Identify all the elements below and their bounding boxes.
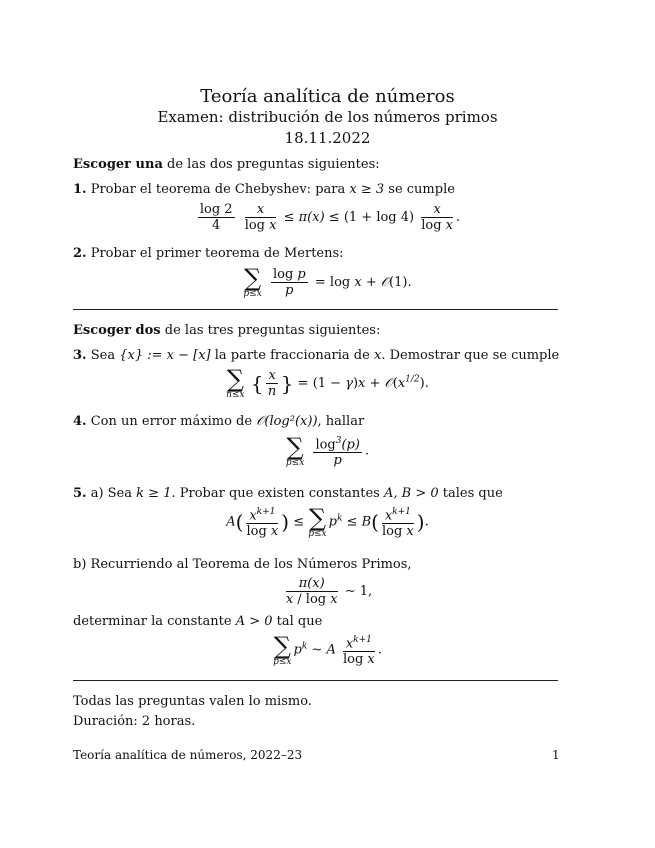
q1-number: 1. [73, 182, 87, 197]
q4-error: 𝒪(log²(x)) [256, 414, 318, 429]
section2-instruction [73, 322, 573, 340]
q4-formula: ∑ p≤x $\frac{\log^3(p)}{p}$ . [285, 432, 370, 469]
q5-text-a: . Probar que existen constantes [171, 486, 380, 501]
q2-formula: ∑ p≤x $\frac{\text{log p}}{p}$ = log x + 𝒪(1). [243, 264, 412, 299]
divider-2 [73, 680, 558, 681]
question-2 [73, 245, 573, 263]
q1-after: se cumple [388, 182, 455, 197]
question-5b-cont [73, 613, 573, 631]
q2-text: Probar el primer teorema de Mertens: [90, 246, 344, 261]
note-duration: Duración: 2 horas. [73, 714, 196, 729]
q5-text-c: determinar la constante [73, 614, 232, 629]
question-5a [73, 485, 593, 503]
q5b-formula: ∑ p≤x $p^k$ ∼ A $\frac{x^{k+1}}{\text{log x}}$ . [273, 631, 382, 668]
q5-text-d: tal que [276, 614, 323, 629]
q5-part-b: b) Recurriendo al Teorema de los Números Primos, [73, 557, 412, 572]
q3-text-b: la parte fraccionaria de [214, 348, 370, 363]
page-subtitle: Examen: distribución de los números primos [157, 108, 498, 126]
section2-instruction-bold: Escoger dos [73, 323, 161, 338]
q5-constant-2: A > 0 [235, 614, 273, 629]
q3-variable: x [373, 348, 382, 363]
footer-course: Teoría analítica de números, 2022–23 [73, 748, 303, 762]
q3-text-a: Sea [90, 348, 116, 363]
question-4 [73, 413, 573, 431]
q4-number: 4. [73, 414, 87, 429]
question-5b [73, 556, 573, 574]
q5a-formula: A( $\frac{x^{k+1}}{\text{log x}}$ ) ≤ ∑ p≤x $p^k \le B$( $\frac{x^{k+1}}{\text{log x}}$ ). [226, 503, 429, 540]
q5-condition: k ≥ 1 [136, 486, 172, 501]
note-points: Todas las preguntas valen lo mismo. [73, 694, 312, 709]
q5-constants: A, B > 0 [383, 486, 439, 501]
q5-part-a: a) Sea [90, 486, 133, 501]
page-title: Teoría analítica de números [200, 86, 455, 107]
question-3 [73, 347, 593, 365]
q1-text: Probar el teorema de Chebyshev: para [90, 182, 346, 197]
q3-number: 3. [73, 348, 87, 363]
section1-instruction-bold: Escoger una [73, 157, 163, 172]
section2-instruction-rest: de las tres preguntas siguientes: [160, 323, 381, 338]
q4-text-a: Con un error máximo de [90, 414, 253, 429]
q3-definition: {x} := x − [x] [119, 348, 211, 363]
exam-date: 18.11.2022 [284, 129, 371, 147]
q2-number: 2. [73, 246, 87, 261]
section1-instruction [73, 156, 573, 174]
question-1 [73, 181, 573, 199]
q1-condition: x ≥ 3 [349, 182, 385, 197]
page-number: 1 [552, 748, 560, 762]
q3-text-c: . Demostrar que se cumple [381, 348, 560, 363]
q1-formula: $\frac{\log 2}{4}$ $\frac{x}{\text{log x}}$ ≤ π(x) ≤ (1 + log 4) $\frac{x}{\text{log x}}$ . [199, 202, 461, 233]
q3-formula: ∑ n≤x { $\frac{x}{n}$ } = $(1 - \gamma)x + 𝒪(x^{1/2})$. [226, 365, 429, 400]
q5-number: 5. [73, 486, 87, 501]
divider-1 [73, 309, 558, 310]
q5-text-b: tales que [442, 486, 503, 501]
q5b-formula-pnt: $\frac{\pi(x)}{\text{x / log x}}$ ∼ 1, [285, 576, 373, 607]
section1-instruction-rest: de las dos preguntas siguientes: [162, 157, 380, 172]
q4-text-b: , hallar [317, 414, 365, 429]
